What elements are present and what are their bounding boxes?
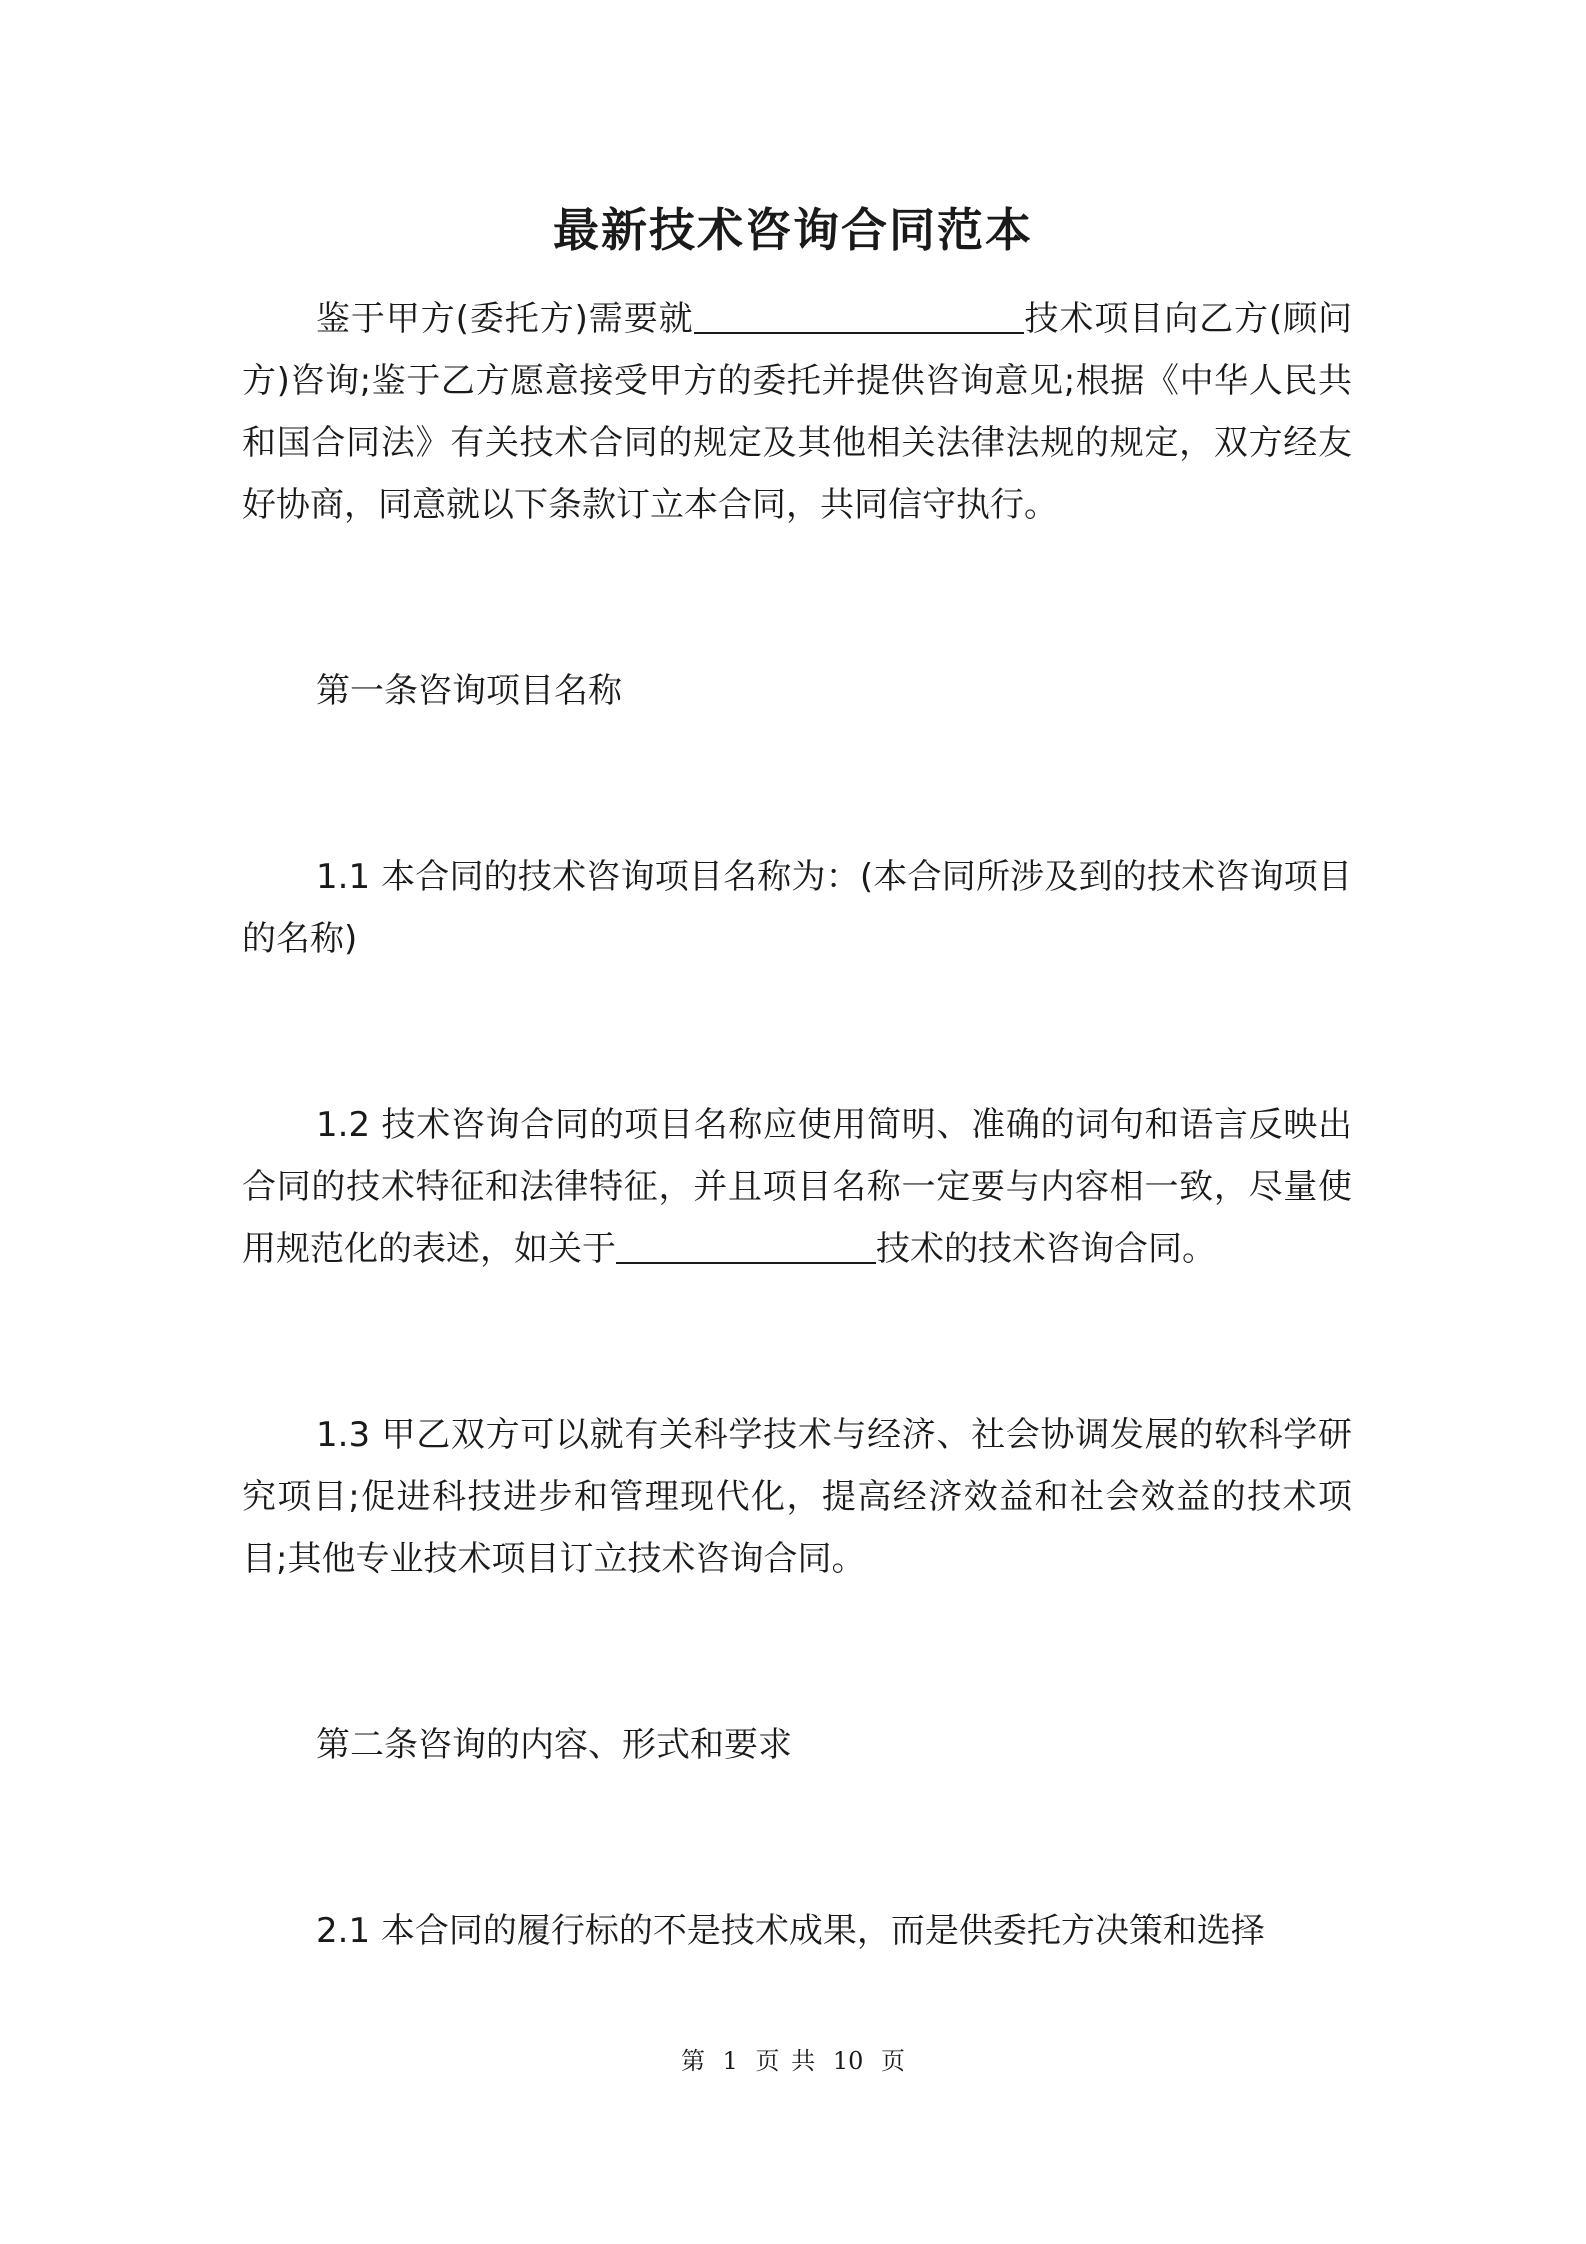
spacer: [242, 970, 1352, 1094]
clause-1-1: 1.1 本合同的技术咨询项目名称为：(本合同所涉及到的技术咨询项目的名称): [242, 857, 1352, 959]
spacer: [242, 536, 1352, 660]
clause-1-3: 1.3 甲乙双方可以就有关科学技术与经济、社会协调发展的软科学研究项目;促进科技进步和管理现代化，提高经济效益和社会效益的技术项目;其他专业技术项目订立技术咨询合同。: [242, 1415, 1352, 1579]
spacer: [242, 722, 1352, 846]
document-body: [242, 288, 1352, 1962]
spacer: [242, 1280, 1352, 1404]
document-title: 最新技术咨询合同范本: [553, 203, 1033, 257]
footer-suffix: 页: [881, 2047, 906, 2075]
footer-page-number: 1: [722, 2047, 738, 2075]
footer-total-pages: 10: [832, 2047, 864, 2075]
clause-1-2: [242, 1094, 1352, 1280]
project-name-blank: [694, 292, 1024, 334]
page-footer: [0, 2046, 1586, 2076]
article-2-heading: 第二条咨询的内容、形式和要求: [316, 1725, 792, 1765]
technology-name-blank: [616, 1222, 876, 1264]
clause-2-1: 2.1 本合同的履行标的不是技术成果，而是供委托方决策和选择: [316, 1911, 1265, 1951]
article-1-heading: 第一条咨询项目名称: [316, 671, 622, 711]
spacer: [242, 1776, 1352, 1900]
footer-middle: 页 共: [755, 2047, 816, 2075]
preamble-text-end: 技术项目向乙方(顾问方)咨询;鉴于乙方愿意接受甲方的委托并提供咨询意见;根据《中华人民共和国合同法》有关技术合同的规定及其他相关法律法规的规定，双方经友好协商，同意就以下条款订立本合同，共同信守执行。: [242, 299, 1353, 525]
preamble-paragraph: [242, 288, 1352, 536]
preamble-text-start: 鉴于甲方(委托方)需要就: [316, 299, 694, 339]
clause-1-2-text-end: 技术的技术咨询合同。: [876, 1229, 1216, 1269]
footer-prefix: 第: [680, 2047, 705, 2075]
spacer: [242, 1590, 1352, 1714]
clause-1-2-text-start: 1.2 技术咨询合同的项目名称应使用简明、准确的词句和语言反映出合同的技术特征和法律特征，并且项目名称一定要与内容相一致，尽量使用规范化的表述，如关于: [242, 1105, 1352, 1269]
